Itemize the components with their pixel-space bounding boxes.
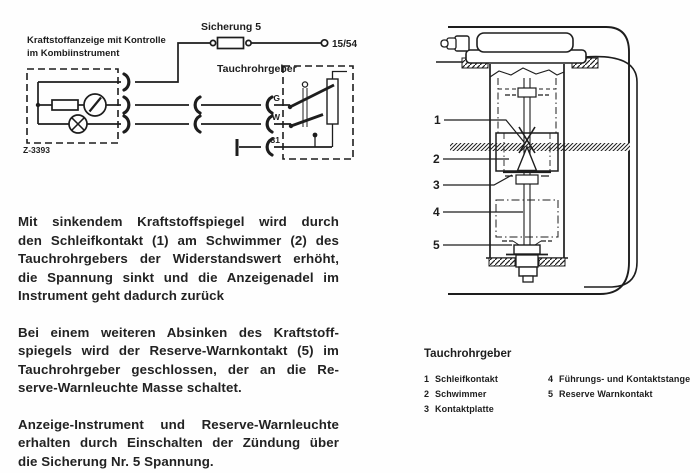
legend-item-label: Führungs- und Kontaktstange [559,374,691,384]
resistor-symbol [52,100,78,110]
description-text [18,213,339,473]
callout-leaders [443,120,524,245]
callout-5: 5 [433,238,440,252]
terminal-31-label: 31 [270,135,280,145]
text-line: Anzeige-Instrument und Reserve-Warnleuchte [18,416,339,432]
connector-plug [455,36,469,51]
sender-head [441,33,598,68]
wiring-diagram [0,0,380,192]
legend-item-num: 5 [548,389,554,399]
legend-item-label: Kontaktplatte [435,404,494,414]
text-line: den Schleifkontakt (1) am Schwimmer (2) des [18,232,339,248]
legend-item [424,374,544,385]
paragraph-1 [18,213,339,306]
connector-symbols [124,74,272,155]
legend-item [548,389,698,400]
paragraph-2 [18,324,339,398]
sender-cap [477,33,573,52]
callout-4: 4 [433,205,440,219]
text-line: Bei einem weiteren Absinken des Kraftstoff- [18,324,339,340]
tank-cutaway-diagram [420,0,700,345]
legend-column-2 [548,374,698,404]
harness-wires [135,105,332,156]
callout-1: 1 [434,113,441,127]
text-line: serve-Warnleuchte Masse schaltet. [18,380,242,395]
legend-item-num: 4 [548,374,554,384]
text-line: Instrument geht dadurch zurück [18,288,225,303]
text-line: Tauchrohrgeber geschlossen, der an die Re- [18,361,339,377]
instrument-internals [36,82,121,133]
legend-column-1 [424,374,544,419]
text-line: Tauchrohrgebers der Widerstandswert erhöht, [18,251,339,266]
legend-item [424,389,544,400]
legend-item-label: Schleifkontakt [435,374,498,384]
fuse-label: Sicherung 5 [200,21,262,33]
sender-internals [288,72,347,148]
terminal-w-label: W [271,112,280,122]
fuel-level-band [450,143,630,151]
legend-item-label: Reserve Warnkontakt [559,389,653,399]
legend-item [424,404,544,415]
legend-item [548,374,698,385]
callout-3: 3 [433,178,440,192]
instrument-label-line2: im Kombiinstrument [27,48,120,59]
base-nut [519,267,537,276]
paragraph-3 [18,416,339,472]
legend-item-num: 3 [424,404,430,414]
legend [424,348,696,414]
legend-title: Tauchrohrgeber [424,348,512,360]
text-line: die Sicherung Nr. 5 Spannung. [18,453,214,469]
callout-2: 2 [433,152,440,166]
reserve-contact [514,245,540,254]
text-line: erhalten durch Einschalten der Zündung über [18,435,339,450]
text-line: die Spannung sinkt und die Anzeigenadel im [18,269,339,285]
part-number-label: Z-3393 [23,145,50,155]
legend-item-num: 2 [424,389,430,399]
sender-label: Tauchrohrgeber [217,63,297,75]
terminal-15-54-label: 15/54 [332,39,358,50]
terminal-g-label: G [273,93,280,103]
legend-item-num: 1 [424,374,430,384]
instrument-label-line1: Kraftstoffanzeige mit Kontrolle [27,35,166,46]
sender-box [283,66,353,159]
legend-item-label: Schwimmer [435,389,487,399]
text-line: spiegels wird der Reserve-Warnkontakt (5) im [18,343,339,358]
text-line: Mit sinkendem Kraftstoffspiegel wird durch [18,214,339,229]
float-assembly [496,127,558,184]
